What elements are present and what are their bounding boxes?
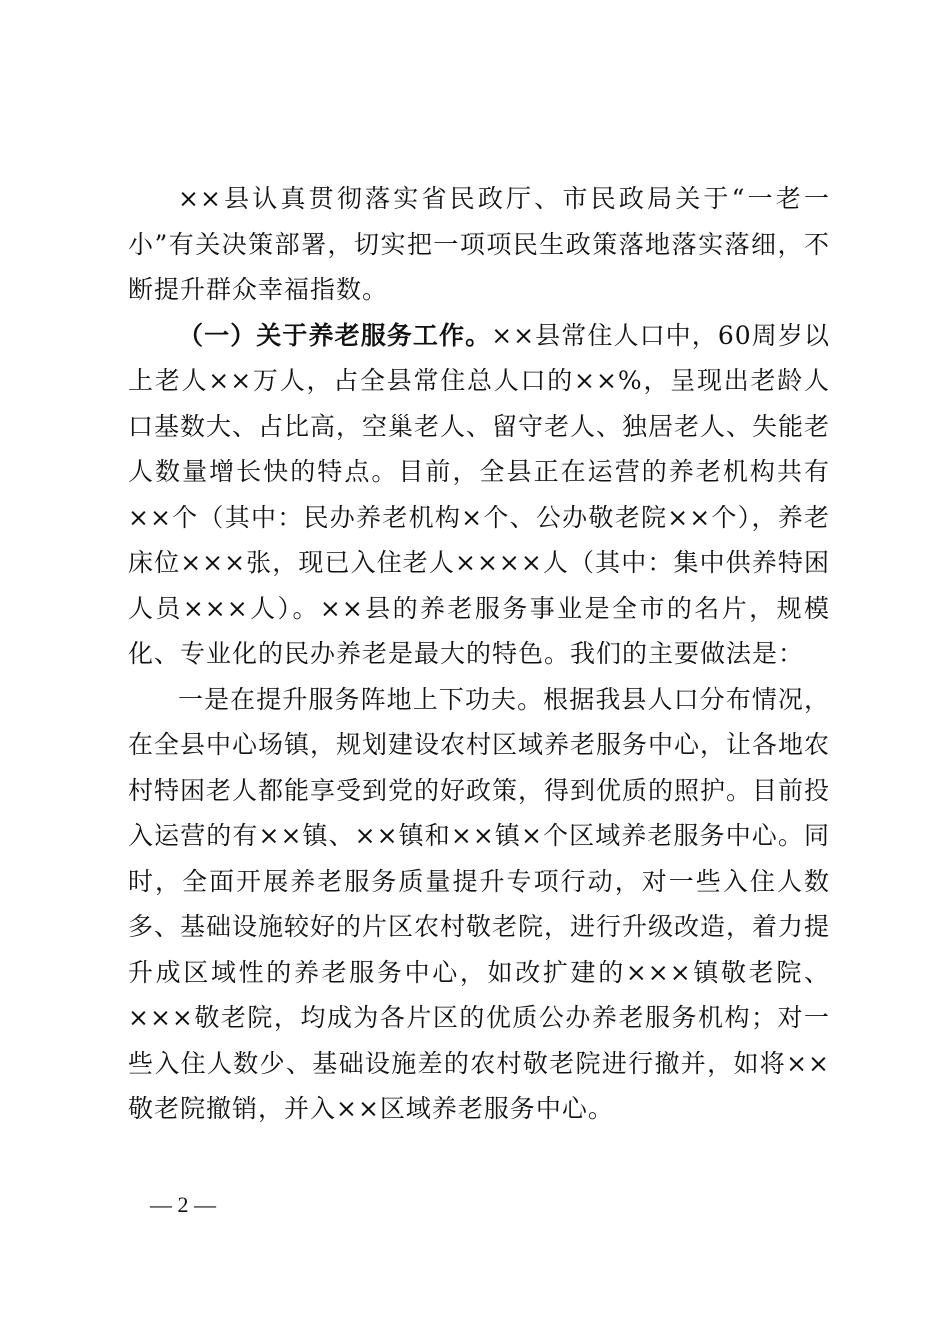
paragraph-service-facilities-text: 一是在提升服务阵地上下功夫。根据我县人口分布情况，在全县中心场镇，规划建设农村区域养老服务中心，让各地农村特困老人都能享受到党的好政策，得到优质的照护。目前投入运营的有××镇、××镇和××镇×个区域养老服务中心。同时，全面开展养老服务质量提升专项行动，对一些入住人数多、基础设施较好的片区农村敬老院，进行升级改造，着力提升成区域性的养老服务中心，如改扩建的×××镇敬老院、×××敬老院，均成为各片区的优质公办养老服务机构；对一些入住人数少、基础设施差的农村敬老院进行撤并，如将××敬老院撤销，并入××区域养老服务中心。 <box>128 684 831 1123</box>
document-body <box>128 176 830 1132</box>
paragraph-elderly-care-text: ××县常住人口中，60周岁以上老人××万人，占全县常住总人口的××%，呈现出老龄人口基数大、占比高，空巢老人、留守老人、独居老人、失能老人数量增长快的特点。目前，全县正在运营的养老机构共有××个（其中：民办养老机构×个、公办敬老院××个），养老床位×××张，现已入住老人××××人（其中：集中供养特困人员×××人）。××县的养老服务事业是全市的名片，规模化、专业化的民办养老是最大的特色。我们的主要做法是： <box>128 320 831 668</box>
paragraph-elderly-care <box>128 313 830 677</box>
paragraph-service-facilities <box>128 677 830 1132</box>
paragraph-intro <box>128 176 830 313</box>
section-heading-elderly-care: （一）关于养老服务工作。 <box>178 320 492 350</box>
page-number: — 2 — <box>150 1192 216 1217</box>
paragraph-intro-text: ××县认真贯彻落实省民政厅、市民政局关于“一老一小”有关决策部署，切实把一项项民生政策落地落实落细，不断提升群众幸福指数。 <box>128 184 830 304</box>
